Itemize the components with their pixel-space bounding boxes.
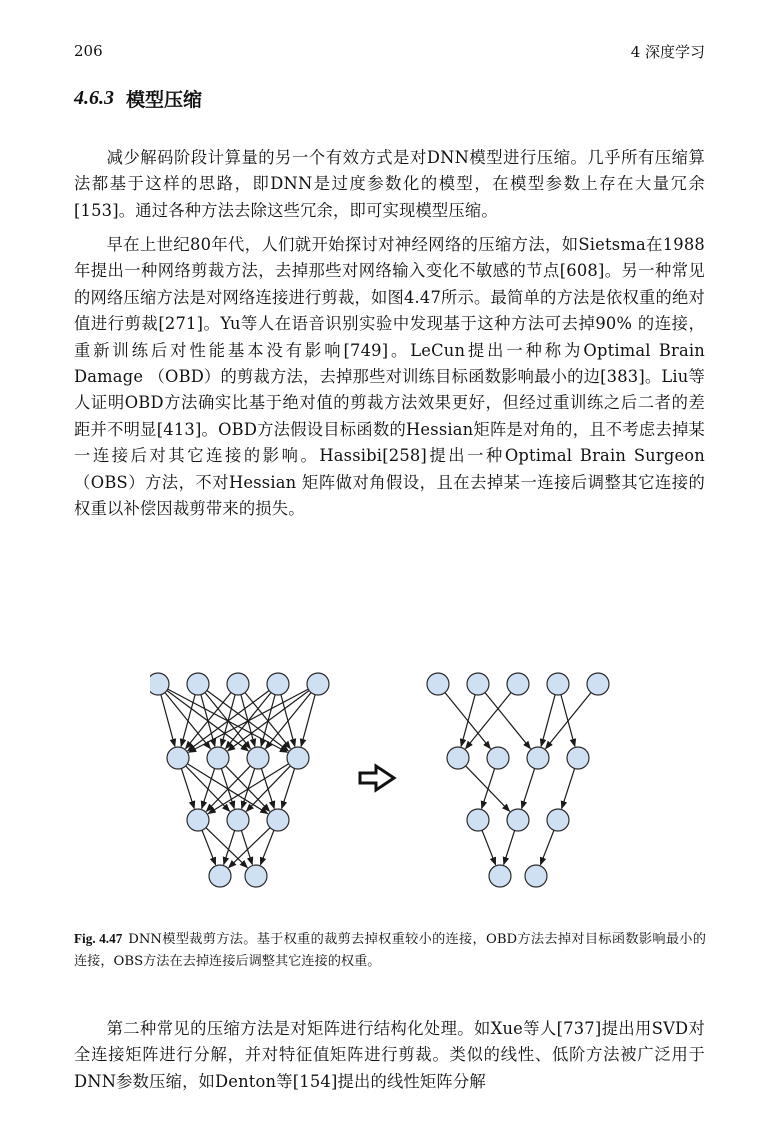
network-edge [562,768,575,808]
network-edge [540,830,554,865]
network-node [207,747,229,769]
network-edge [522,768,535,808]
hollow-right-arrow-icon [360,766,394,790]
network-edge [188,691,270,751]
network-node [245,865,267,887]
running-head [74,40,705,62]
network-edge [482,768,495,808]
network-edge [181,768,194,808]
paragraph-text: 早在上世纪80年代，人们就开始探讨对神经网络的压缩方法，如Sietsma在1988年提出一种网络剪裁方法，去掉那些对网络输入变化不敏感的节点[608]。另一种常见的网络压缩方法是对网络连接进行剪裁，如图4.47所示。最简单的方法是依权重的绝对值进行剪裁[271]。Yu等人在语音识别实验中发现基于这种方法可去掉90% 的连接，重新训练后对性能基本没有影响[749]。LeCun提出一种称为Optimal Brain Damage （OBD）的剪裁方法，去掉那些对训练目标函数影响最小的边[383]。Liu等人证明OBD方法确实比基于绝对值的剪裁方法效果更好，但经过重训练之后二者的差距并不明显[413]。OBD方法假设目标函数的Hessian矩阵是对角的，且不考虑去掉某一连接后对其它连接的影响。Hassibi[258]提出一种Optimal Brain Surgeon（OBS）方法，不对Hessian 矩阵做对角假设，且在去掉某一连接后调整其它连接的权重以补偿因裁剪带来的损失。 [74,235,705,519]
network-node [187,673,209,695]
network-edge [482,830,496,865]
network-node [167,747,189,769]
network-node [467,673,489,695]
section-title: 模型压缩 [126,88,203,111]
network-node [267,673,289,695]
network-node [209,865,231,887]
network-node [547,809,569,831]
network-node [307,673,329,695]
paragraph-intro [74,145,705,224]
network-edge [206,828,247,868]
network-edge [546,693,592,749]
network-node [489,865,511,887]
network-node [567,747,589,769]
figure-pruning-diagram [150,660,620,900]
network-node [507,809,529,831]
network-edge [208,764,288,814]
section-heading [74,84,202,112]
chapter-title: 4 深度学习 [630,42,705,61]
network-node [227,809,249,831]
network-node [187,809,209,831]
network-edge [485,693,531,749]
figure-caption [74,928,706,973]
paragraph-pruning [74,232,705,522]
network-node [547,673,569,695]
figure-label: Fig. 4.47 [74,931,123,946]
pruning-diagram-svg [150,660,620,900]
network-node [487,747,509,769]
network-edge [186,693,232,749]
pruned-network [427,673,609,887]
network-node [247,747,269,769]
network-edge [189,689,309,752]
network-edge [241,830,252,864]
network-node [447,747,469,769]
network-edge [224,830,235,864]
page-number: 206 [74,42,103,60]
network-edge [282,768,295,808]
network-node [227,673,249,695]
paragraph-text: 第二种常见的压缩方法是对矩阵进行结构化处理。如Xue等人[737]提出用SVD对全连接矩阵进行分解，并对特征值矩阵进行剪裁。类似的线性、低阶方法被广泛用于DNN参数压缩，如Denton等[154]提出的线性矩阵分解 [74,1019,705,1091]
full-network [150,673,329,887]
paragraph-structured [74,1016,705,1095]
network-edge [229,828,270,868]
network-node [287,747,309,769]
network-node [467,809,489,831]
network-node [267,809,289,831]
network-node [525,865,547,887]
network-node [527,747,549,769]
network-edge [266,693,312,749]
network-node [587,673,609,695]
network-edge [504,830,515,864]
network-node [150,673,169,695]
section-number: 4.6.3 [74,86,114,109]
network-node [427,673,449,695]
caption-text: DNN模型裁剪方法。基于权重的裁剪去掉权重较小的连接，OBD方法去掉对目标函数影响最小的连接，OBS方法在去掉连接后调整其它连接的权重。 [74,932,706,969]
network-node [507,673,529,695]
network-edge [466,693,512,749]
paragraph-text: 减少解码阶段计算量的另一个有效方式是对DNN模型进行压缩。几乎所有压缩算法都基于这样的思路，即DNN是过度参数化的模型，在模型参数上存在大量冗余[153]。通过各种方法去除这些冗余，即可实现模型压缩。 [74,148,705,220]
